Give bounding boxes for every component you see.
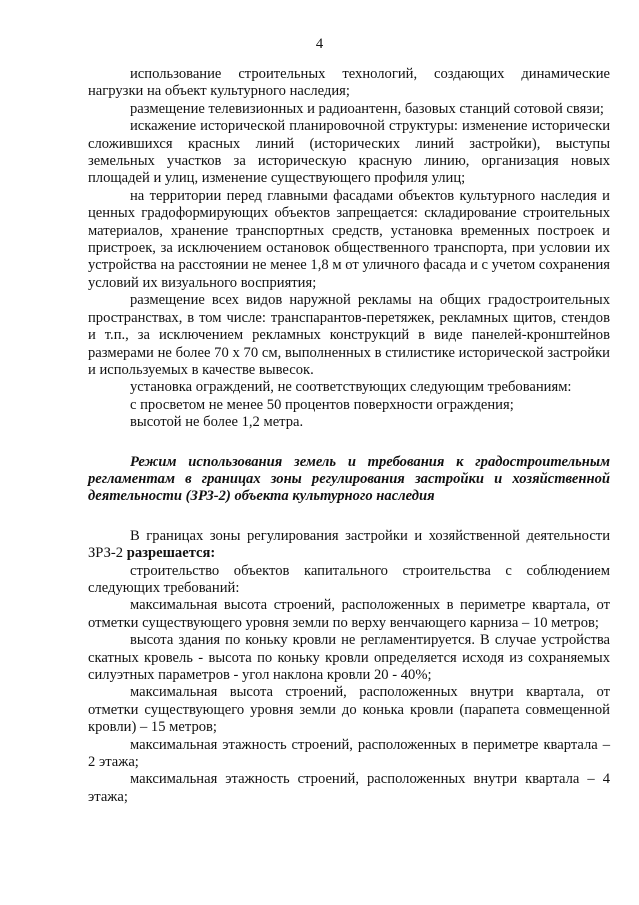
paragraph: с просветом не менее 50 процентов поверхности ограждения; bbox=[130, 396, 514, 413]
intro-text: В границах зоны регулирования застройки и хозяйственной деятельности ЗРЗ-2 bbox=[88, 527, 610, 562]
intro-paragraph bbox=[88, 528, 610, 563]
section-heading: Режим использования земель и требования к градостроительным регламентам в границах зоны регулирования застройки и хозяйственной деятельности (ЗРЗ-2) объекта культурного наследия bbox=[88, 453, 610, 505]
paragraph: размещение всех видов наружной рекламы на общих градостроительных пространствах, в том числе: транспарантов-перетяжек, рекламных щитов, стендов и т.п., за исключением рекламных конструкций в виде панелей-кронштейнов размерами не более 70 х 70 см, выполненных в стилистике исторической застройки и используемых в качестве вывесок. bbox=[88, 292, 610, 378]
paragraph: максимальная этажность строений, расположенных в периметре квартала – 2 этажа; bbox=[88, 736, 610, 771]
paragraph: высота здания по коньку кровли не регламентируется. В случае устройства скатных кровель - высота по коньку кровли определяется исходя из сохраняемых силуэтных параметров - угол наклона кровли 20 - 40%; bbox=[88, 632, 610, 683]
paragraph: максимальная высота строений, расположенных внутри квартала, от отметки существующего уровня земли до конька кровли (парапета совмещенной кровли) – 15 метров; bbox=[88, 684, 610, 736]
paragraph: на территории перед главными фасадами объектов культурного наследия и ценных градоформирующих объектов запрещается: складирование строительных материалов, хранение транспортных средств, установка временных построек и пристроек, за исключением остановок общественного транспорта, при условии их устройства на расстоянии не менее 1,8 м от уличного фасада и с учетом сохранения условий их визуального восприятия; bbox=[88, 187, 610, 291]
paragraph: максимальная высота строений, расположенных в периметре квартала, от отметки существующего уровня земли по верху венчающего карниза – 10 метров; bbox=[88, 597, 610, 631]
intro-bold: разрешается: bbox=[126, 545, 216, 562]
paragraph: строительство объектов капитального строительства с соблюдением следующих требований: bbox=[88, 562, 610, 596]
paragraph: установка ограждений, не соответствующих следующим требованиям: bbox=[130, 379, 572, 396]
page-number: 4 bbox=[315, 36, 324, 52]
paragraph: использование строительных технологий, создающих динамические нагрузки на объект культурного наследия; bbox=[88, 66, 610, 100]
paragraph: максимальная этажность строений, расположенных внутри квартала – 4 этажа; bbox=[88, 771, 610, 805]
paragraph: высотой не более 1,2 метра. bbox=[130, 414, 304, 431]
document-body bbox=[88, 66, 610, 806]
paragraph: искажение исторической планировочной структуры: изменение исторически сложившихся красных линий (исторических линий застройки), выступы земельных участков за историческую красную линию, организация новых площадей и улиц, изменение существующего профиля улиц; bbox=[88, 118, 610, 187]
paragraph: размещение телевизионных и радиоантенн, базовых станций сотовой связи; bbox=[130, 100, 604, 117]
